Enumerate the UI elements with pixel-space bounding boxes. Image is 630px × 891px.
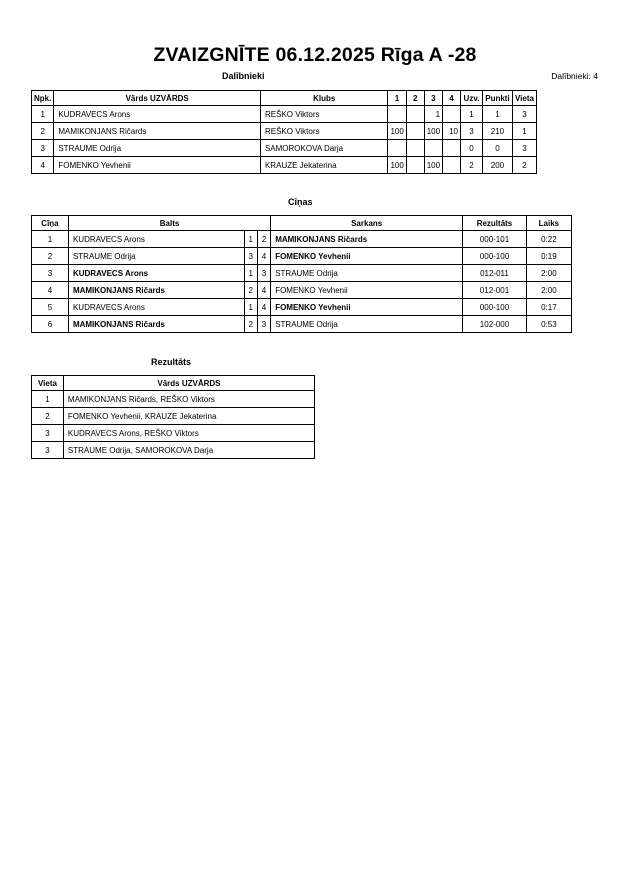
bout-number: 4 <box>32 282 69 299</box>
red-fighter: MAMIKONJANS Ričards <box>271 231 463 248</box>
wins-cell: 2 <box>460 157 482 174</box>
white-fighter: KUDRAVECS Arons <box>68 231 244 248</box>
col-round-4: 4 <box>443 91 461 106</box>
red-number: 4 <box>257 282 270 299</box>
bout-result: 000-101 <box>463 231 527 248</box>
club-cell: REŠKO Viktors <box>260 106 387 123</box>
wins-cell: 1 <box>460 106 482 123</box>
table-row <box>32 106 537 123</box>
table-row <box>32 282 572 299</box>
wins-cell: 0 <box>460 140 482 157</box>
npk-cell: 3 <box>32 140 54 157</box>
red-fighter: STRAUME Odrija <box>271 316 463 333</box>
bout-time: 0:53 <box>526 316 571 333</box>
bout-time: 2:00 <box>526 282 571 299</box>
points-cell: 210 <box>482 123 512 140</box>
result-names: STRAUME Odrija, SAMOROKOVA Darja <box>63 442 314 459</box>
table-row <box>32 316 572 333</box>
round-cell: 100 <box>424 157 442 174</box>
col-place: Vieta <box>512 91 536 106</box>
bout-time: 2:00 <box>526 265 571 282</box>
participants-count: Dalībnieki: 4 <box>551 71 598 81</box>
col-bout: Cīņa <box>32 216 69 231</box>
participants-heading: Dalībnieki <box>222 71 265 81</box>
white-fighter: KUDRAVECS Arons <box>68 299 244 316</box>
table-row <box>32 140 537 157</box>
col-round-1: 1 <box>388 91 406 106</box>
col-time: Laiks <box>526 216 571 231</box>
result-names: KUDRAVECS Arons, REŠKO Viktors <box>63 425 314 442</box>
participants-header-row <box>32 91 537 106</box>
red-number: 4 <box>257 299 270 316</box>
bout-number: 3 <box>32 265 69 282</box>
name-cell: FOMENKO Yevhenii <box>54 157 261 174</box>
round-cell <box>388 140 406 157</box>
results-table <box>31 375 315 459</box>
result-place: 3 <box>32 442 64 459</box>
result-place: 1 <box>32 391 64 408</box>
col-result: Rezultāts <box>463 216 527 231</box>
red-fighter: FOMENKO Yevhenii <box>271 282 463 299</box>
result-names: FOMENKO Yevhenii, KRAUZE Jekaterina <box>63 408 314 425</box>
red-number: 3 <box>257 316 270 333</box>
bout-result: 012-011 <box>463 265 527 282</box>
table-row <box>32 425 315 442</box>
col-result-place: Vieta <box>32 376 64 391</box>
table-row <box>32 408 315 425</box>
bouts-heading: Cīņas <box>288 197 313 207</box>
round-cell <box>443 106 461 123</box>
bout-time: 0:17 <box>526 299 571 316</box>
white-number: 3 <box>244 248 257 265</box>
round-cell: 100 <box>388 157 406 174</box>
red-number: 4 <box>257 248 270 265</box>
table-row <box>32 299 572 316</box>
col-points: Punkti <box>482 91 512 106</box>
participants-table <box>31 90 537 174</box>
npk-cell: 2 <box>32 123 54 140</box>
col-red: Sarkans <box>271 216 463 231</box>
red-number: 2 <box>257 231 270 248</box>
round-cell: 1 <box>424 106 442 123</box>
result-place: 2 <box>32 408 64 425</box>
bout-result: 000-100 <box>463 299 527 316</box>
col-name: Vārds UZVĀRDS <box>54 91 261 106</box>
bout-time: 0:22 <box>526 231 571 248</box>
bout-result: 012-001 <box>463 282 527 299</box>
name-cell: KUDRAVECS Arons <box>54 106 261 123</box>
place-cell: 1 <box>512 123 536 140</box>
white-fighter: MAMIKONJANS Ričards <box>68 282 244 299</box>
points-cell: 1 <box>482 106 512 123</box>
white-fighter: MAMIKONJANS Ričards <box>68 316 244 333</box>
round-cell <box>406 106 424 123</box>
col-wins: Uzv. <box>460 91 482 106</box>
club-cell: KRAUZE Jekaterina <box>260 157 387 174</box>
round-cell <box>424 140 442 157</box>
bout-result: 102-000 <box>463 316 527 333</box>
white-number: 2 <box>244 282 257 299</box>
points-cell: 200 <box>482 157 512 174</box>
name-cell: MAMIKONJANS Ričards <box>54 123 261 140</box>
club-cell: SAMOROKOVA Darja <box>260 140 387 157</box>
round-cell: 100 <box>424 123 442 140</box>
col-round-2: 2 <box>406 91 424 106</box>
col-club: Klubs <box>260 91 387 106</box>
bout-number: 6 <box>32 316 69 333</box>
table-row <box>32 231 572 248</box>
round-cell <box>406 140 424 157</box>
white-number: 2 <box>244 316 257 333</box>
table-row <box>32 442 315 459</box>
table-row <box>32 248 572 265</box>
result-names: MAMIKONJANS Ričards, REŠKO Viktors <box>63 391 314 408</box>
round-cell <box>443 140 461 157</box>
bout-time: 0:19 <box>526 248 571 265</box>
name-cell: STRAUME Odrija <box>54 140 261 157</box>
round-cell <box>406 157 424 174</box>
bout-number: 1 <box>32 231 69 248</box>
table-row <box>32 123 537 140</box>
red-number: 3 <box>257 265 270 282</box>
npk-cell: 4 <box>32 157 54 174</box>
round-cell <box>443 157 461 174</box>
table-row <box>32 391 315 408</box>
page-title: ZVAIZGNĪTE 06.12.2025 Rīga A -28 <box>153 44 477 66</box>
white-fighter: KUDRAVECS Arons <box>68 265 244 282</box>
col-white: Balts <box>68 216 270 231</box>
col-npk: Npk. <box>32 91 54 106</box>
results-heading: Rezultāts <box>151 357 192 367</box>
bouts-table <box>31 215 572 333</box>
table-row <box>32 265 572 282</box>
place-cell: 3 <box>512 106 536 123</box>
bout-number: 2 <box>32 248 69 265</box>
white-fighter: STRAUME Odrija <box>68 248 244 265</box>
red-fighter: FOMENKO Yevhenii <box>271 248 463 265</box>
bout-result: 000-100 <box>463 248 527 265</box>
round-cell <box>388 106 406 123</box>
white-number: 1 <box>244 231 257 248</box>
white-number: 1 <box>244 299 257 316</box>
points-cell: 0 <box>482 140 512 157</box>
table-row <box>32 157 537 174</box>
round-cell <box>406 123 424 140</box>
result-place: 3 <box>32 425 64 442</box>
place-cell: 3 <box>512 140 536 157</box>
red-fighter: STRAUME Odrija <box>271 265 463 282</box>
bout-number: 5 <box>32 299 69 316</box>
round-cell: 10 <box>443 123 461 140</box>
wins-cell: 3 <box>460 123 482 140</box>
col-result-names: Vārds UZVĀRDS <box>63 376 314 391</box>
npk-cell: 1 <box>32 106 54 123</box>
club-cell: REŠKO Viktors <box>260 123 387 140</box>
white-number: 1 <box>244 265 257 282</box>
results-header-row <box>32 376 315 391</box>
bouts-header-row <box>32 216 572 231</box>
col-round-3: 3 <box>424 91 442 106</box>
red-fighter: FOMENKO Yevhenii <box>271 299 463 316</box>
place-cell: 2 <box>512 157 536 174</box>
round-cell: 100 <box>388 123 406 140</box>
